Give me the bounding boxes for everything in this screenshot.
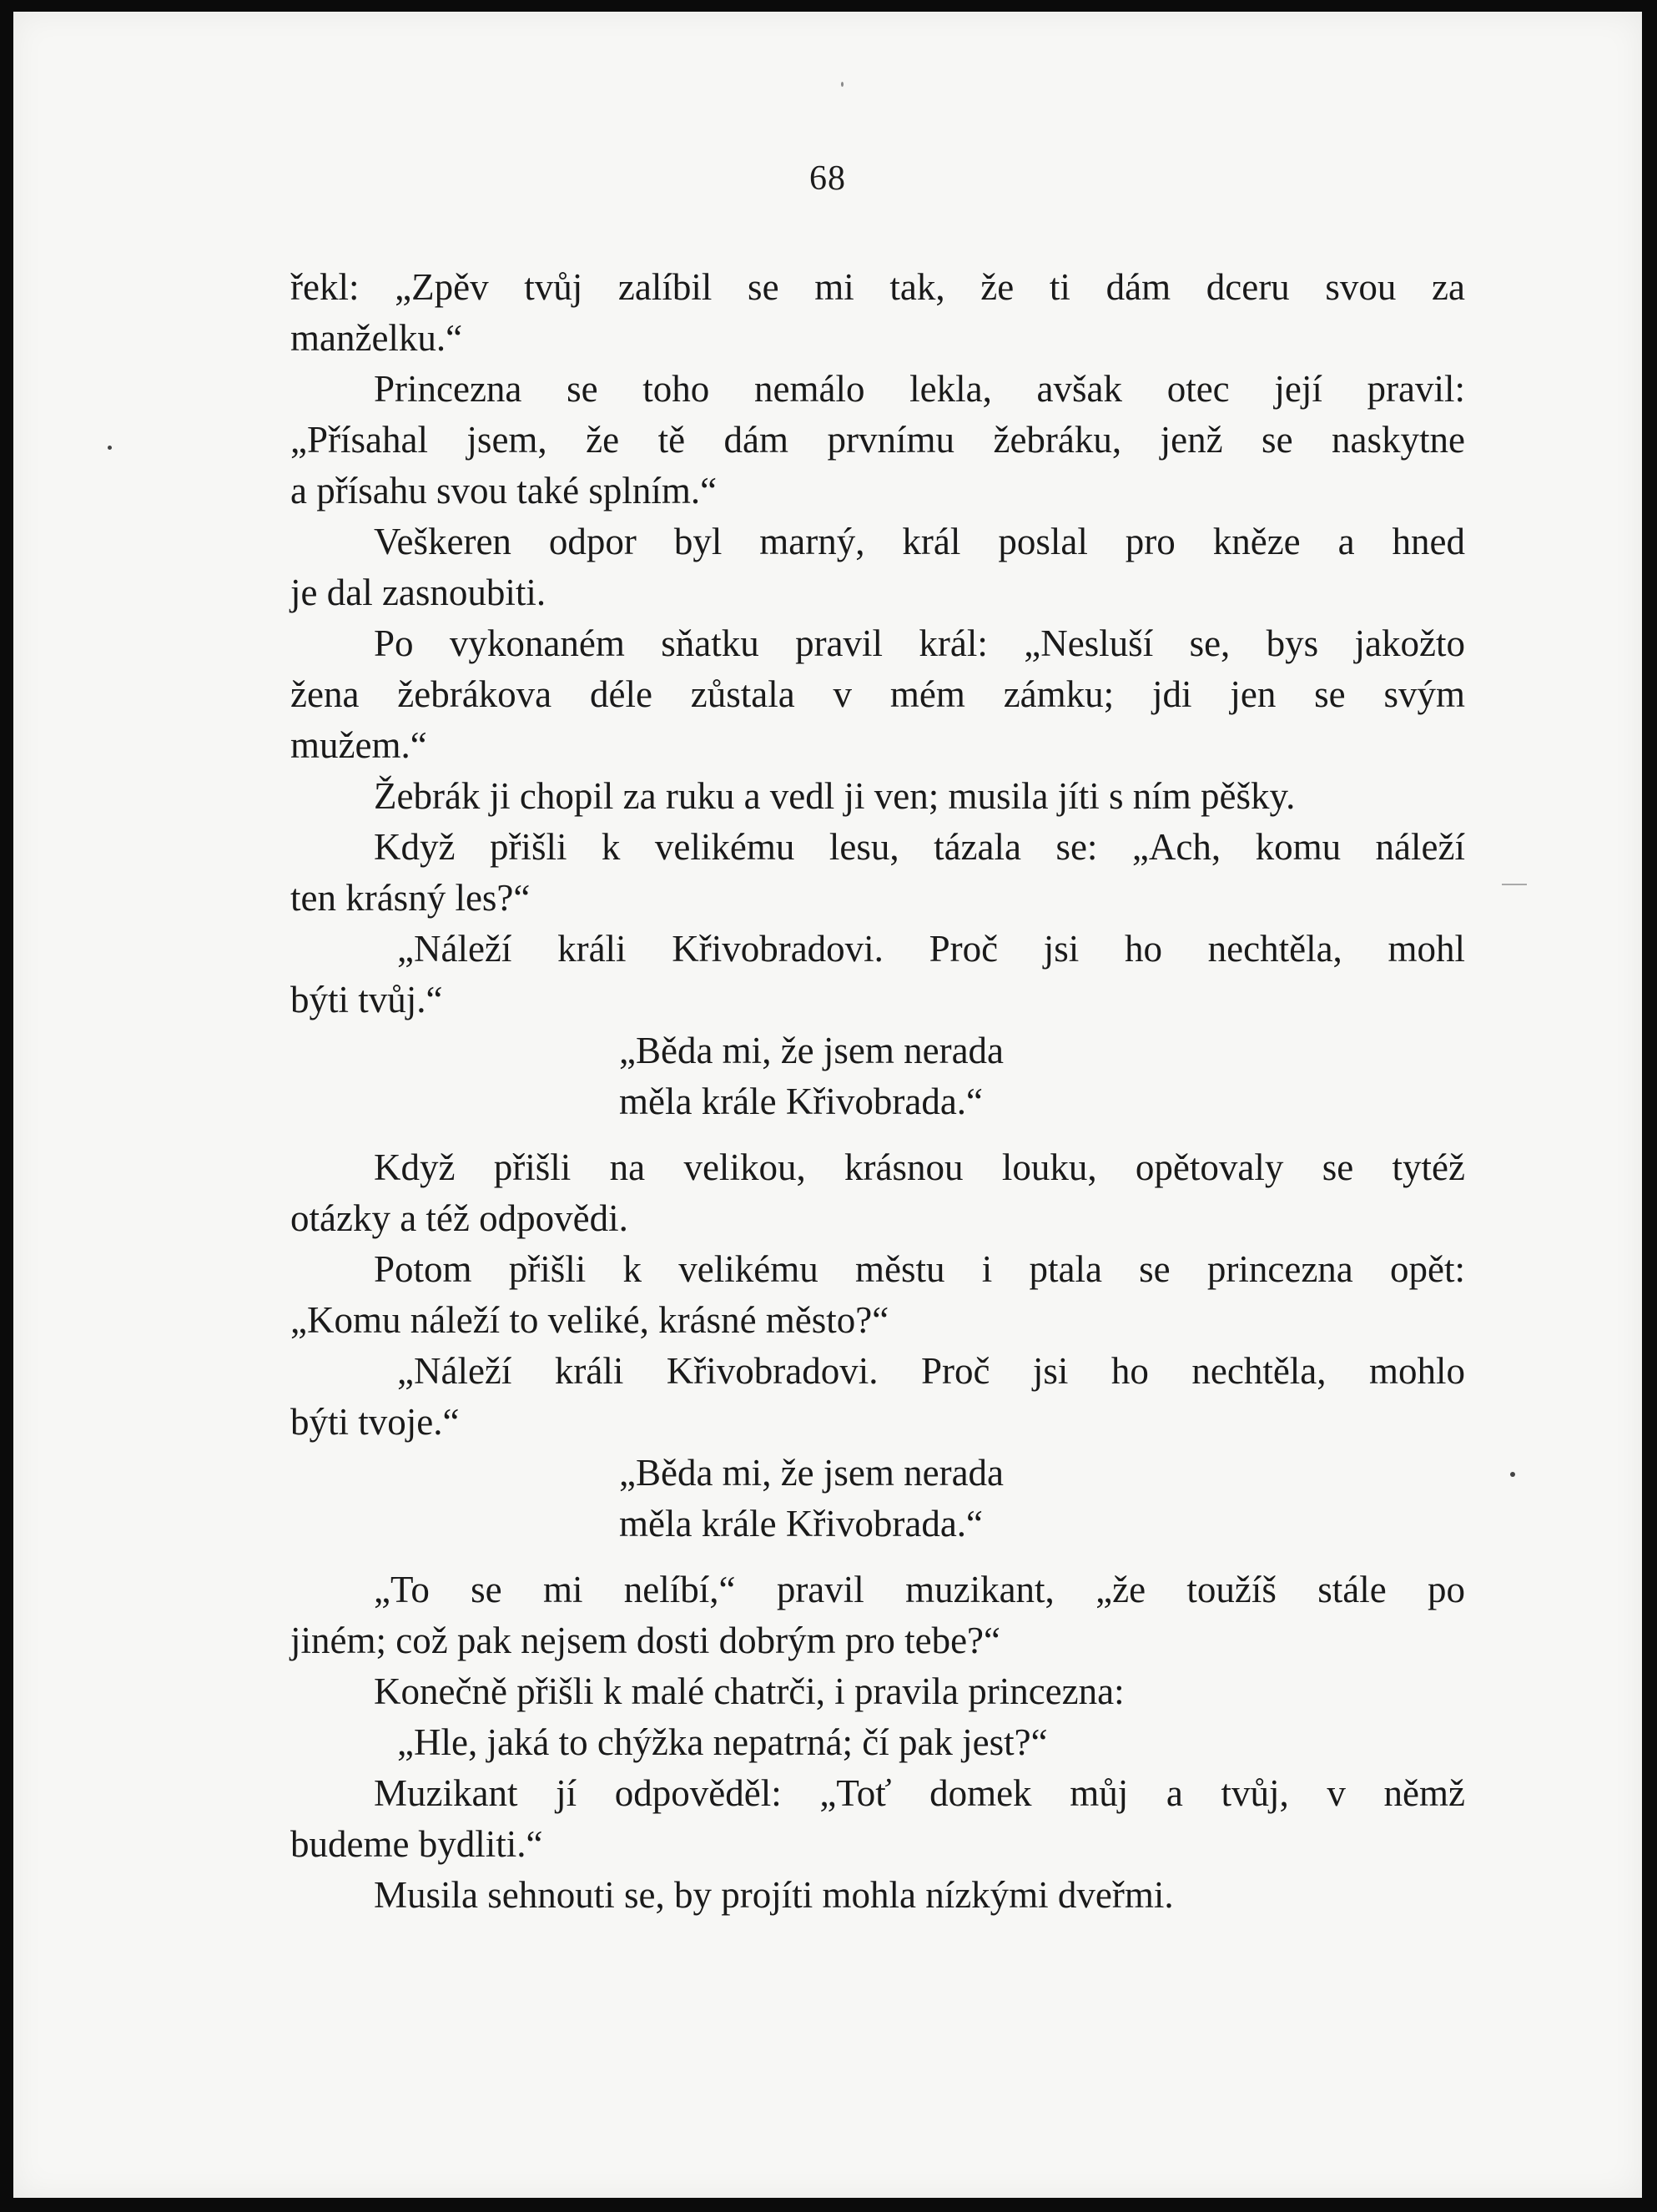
text-line: „Hle, jaká to chýžka nepatrná; čí pak jest?“ xyxy=(397,1721,1048,1763)
text-line: Po vykonaném sňatku pravil král: „Nesluší se, bys jakožto xyxy=(374,622,1465,664)
book-page xyxy=(13,12,1642,2198)
text-line: mužem.“ xyxy=(290,724,427,766)
verse-line: měla krále Křivobrada.“ xyxy=(619,1503,984,1544)
verse-line: měla krále Křivobrada.“ xyxy=(619,1081,984,1122)
text-line: otázky a též odpovědi. xyxy=(290,1197,628,1239)
page-number: 68 xyxy=(809,159,846,198)
text-line: ten krásný les?“ xyxy=(290,877,531,919)
text-line: „Přísahal jsem, že tě dám prvnímu žebráku, jenž se naskytne xyxy=(290,419,1465,461)
text-line: Konečně přišli k malé chatrči, i pravila princezna: xyxy=(374,1670,1125,1712)
text-line: býti tvůj.“ xyxy=(290,979,443,1020)
text-line: Potom přišli k velikému městu i ptala se princezna opět: xyxy=(374,1248,1465,1290)
text-line: je dal zasnoubiti. xyxy=(290,572,546,613)
scan-mark xyxy=(1502,884,1527,885)
text-line: budeme bydliti.“ xyxy=(290,1823,543,1865)
text-line: a přísahu svou také splním.“ xyxy=(290,470,718,511)
scan-speck xyxy=(108,446,112,450)
text-line: „Komu náleží to veliké, krásné město?“ xyxy=(290,1299,889,1341)
text-line: Princezna se toho nemálo lekla, avšak otec její pravil: xyxy=(374,368,1465,410)
scan-speck xyxy=(1510,1472,1515,1477)
text-line: manželku.“ xyxy=(290,317,463,359)
text-line: Veškeren odpor byl marný, král poslal pro kněze a hned xyxy=(374,521,1465,562)
text-line: jiném; což pak nejsem dosti dobrým pro tebe?“ xyxy=(290,1620,1001,1661)
text-line: Když přišli k velikému lesu, tázala se: „Ach, komu náleží xyxy=(374,826,1465,868)
text-line: „Náleží králi Křivobradovi. Proč jsi ho nechtěla, mohl xyxy=(397,928,1465,970)
text-line: „To se mi nelíbí,“ pravil muzikant, „že toužíš stále po xyxy=(374,1569,1465,1610)
text-line: „Náleží králi Křivobradovi. Proč jsi ho nechtěla, mohlo xyxy=(397,1350,1465,1392)
text-line: Musila sehnouti se, by projíti mohla nízkými dveřmi. xyxy=(374,1874,1174,1916)
body-text xyxy=(290,262,1465,1921)
text-line: Muzikant jí odpověděl: „Toť domek můj a tvůj, v němž xyxy=(374,1772,1465,1814)
text-line: Žebrák ji chopil za ruku a vedl ji ven; musila jíti s ním pěšky. xyxy=(374,775,1296,817)
text-line: žena žebrákova déle zůstala v mém zámku; jdi jen se svým xyxy=(290,673,1465,715)
verse-line: „Běda mi, že jsem nerada xyxy=(619,1452,1005,1494)
text-line: Když přišli na velikou, krásnou louku, opětovaly se tytéž xyxy=(374,1146,1465,1188)
verse-line: „Běda mi, že jsem nerada xyxy=(619,1030,1005,1071)
text-line: býti tvoje.“ xyxy=(290,1401,460,1443)
scan-speck xyxy=(841,82,844,87)
text-line: řekl: „Zpěv tvůj zalíbil se mi tak, že ti dám dceru svou za xyxy=(290,266,1465,308)
